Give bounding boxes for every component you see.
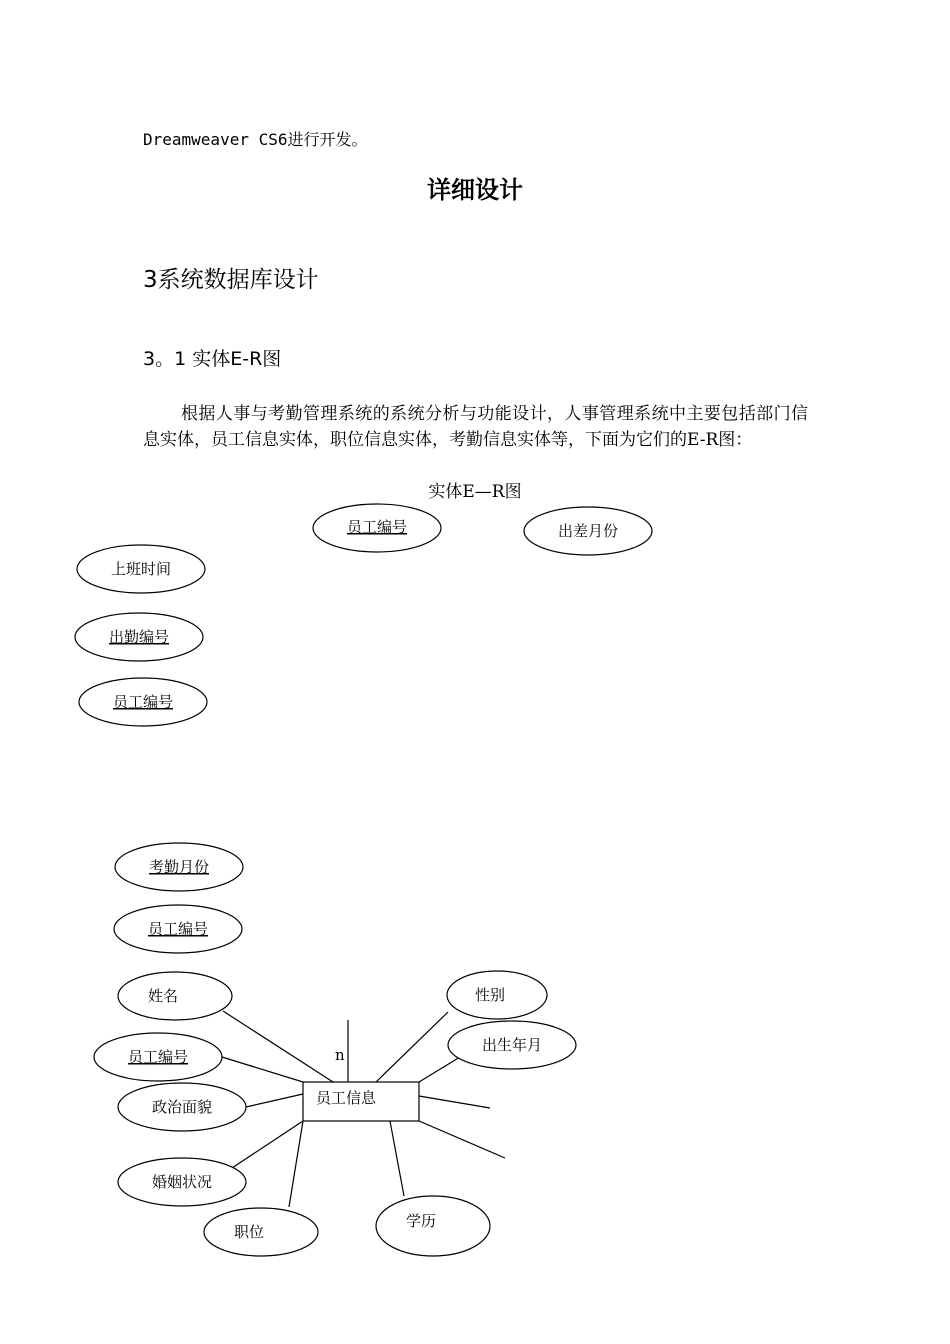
- relation-cardinality-label: n: [335, 1046, 345, 1064]
- svg-text:职位: 职位: [233, 1223, 265, 1241]
- figure-caption: 实体E—R图: [428, 482, 522, 502]
- subsection-heading: 3。1 实体E-R图: [143, 348, 282, 370]
- page-title: 详细设计: [427, 176, 523, 204]
- er-attribute-work-time: [77, 545, 205, 593]
- er-attribute-position: [204, 1208, 318, 1256]
- er-attribute-emp-id-top: [313, 504, 441, 552]
- svg-text:政治面貌: 政治面貌: [151, 1098, 213, 1116]
- intro-line: Dreamweaver CS6进行开发。: [143, 130, 368, 149]
- svg-text:员工编号: 员工编号: [346, 518, 408, 536]
- er-attribute-emp-id-left: [79, 678, 207, 726]
- svg-text:考勤月份: 考勤月份: [148, 858, 210, 876]
- er-attribute-education: [376, 1196, 490, 1256]
- svg-text:员工信息: 员工信息: [316, 1089, 377, 1107]
- er-attribute-gender: [447, 971, 547, 1019]
- svg-text:姓名: 姓名: [147, 987, 179, 1005]
- er-attribute-trip-month: [524, 507, 652, 555]
- er-attribute-emp-id-month: [114, 905, 242, 953]
- er-attribute-attend-month: [115, 843, 243, 891]
- svg-text:婚姻状况: 婚姻状况: [151, 1173, 213, 1191]
- svg-text:性别: 性别: [474, 986, 506, 1004]
- section-heading: 3系统数据库设计: [143, 267, 319, 293]
- svg-text:出勤编号: 出勤编号: [108, 628, 170, 646]
- er-attribute-marital: [118, 1158, 246, 1206]
- svg-text:员工编号: 员工编号: [147, 920, 209, 938]
- svg-text:出生年月: 出生年月: [481, 1036, 543, 1054]
- svg-text:员工编号: 员工编号: [127, 1048, 189, 1066]
- svg-text:上班时间: 上班时间: [110, 560, 172, 578]
- svg-text:员工编号: 员工编号: [112, 693, 174, 711]
- er-attribute-emp-id: [94, 1033, 222, 1081]
- er-attribute-name: [118, 972, 232, 1020]
- svg-text:出差月份: 出差月份: [557, 522, 619, 540]
- body-paragraph: 根据人事与考勤管理系统的系统分析与功能设计，人事管理系统中主要包括部门信息实体，员工信息实体，职位信息实体，考勤信息实体等，下面为它们的E-R图：: [143, 404, 808, 450]
- er-attribute-birth: [448, 1021, 576, 1069]
- er-attribute-attendance-id: [75, 613, 203, 661]
- svg-text:学历: 学历: [405, 1212, 437, 1230]
- er-entity-employee: [303, 1082, 419, 1121]
- er-attribute-political: [118, 1083, 246, 1131]
